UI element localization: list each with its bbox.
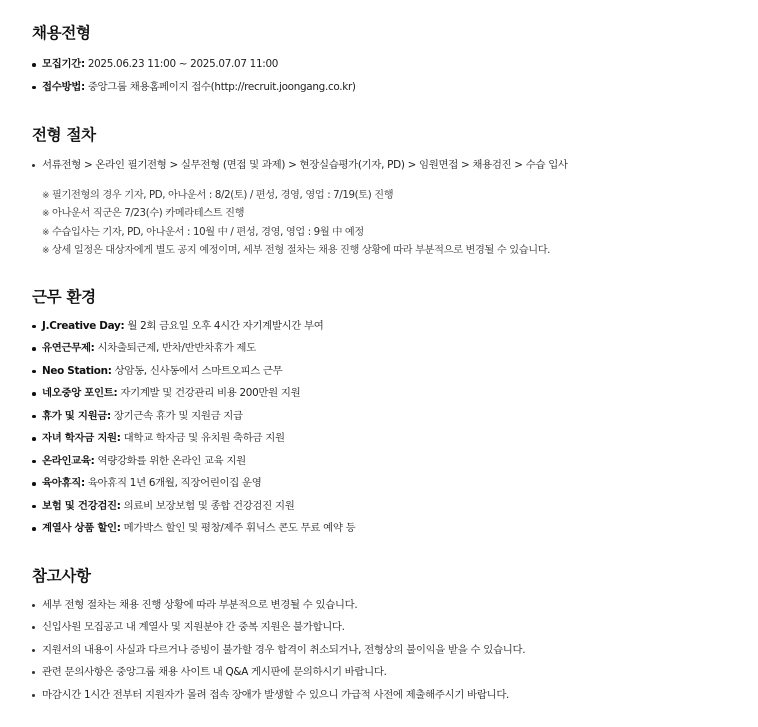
environment-item-value: 대학교 학자금 및 유치원 축하금 지원 <box>120 432 285 444</box>
process-steps-item <box>32 154 758 177</box>
environment-item <box>32 472 758 495</box>
process-steps: 서류전형 > 온라인 필기전형 > 실무전형 (면접 및 과제) > 현장실습평가(기자, PD) > 임원면접 > 채용검진 > 수습 입사 <box>42 159 568 171</box>
environment-item <box>32 450 758 473</box>
bullet-icon <box>32 347 36 351</box>
bullet-icon <box>32 325 36 329</box>
notes-list <box>32 594 758 707</box>
environment-title: 근무 환경 <box>32 287 96 306</box>
notes-item <box>32 684 758 707</box>
environment-item <box>32 382 758 405</box>
environment-item <box>32 315 758 338</box>
environment-item-value: 장기근속 휴가 및 지원금 지급 <box>110 409 243 422</box>
environment-item <box>32 427 758 450</box>
notes-item-text: 마감시간 1시간 전부터 지원자가 몰려 접속 장애가 발생할 수 있으니 가급적 사전에 제출해주시기 바랍니다. <box>42 688 510 701</box>
notes-item <box>32 639 758 662</box>
notes-item-text: 관련 문의사항은 중앙그룹 채용 사이트 내 Q&A 게시판에 문의하시기 바랍니다. <box>42 666 387 678</box>
process-notes <box>32 187 758 261</box>
bullet-icon <box>32 649 35 652</box>
environment-item-value: 시차출퇴근제, 반차/반반차휴가 제도 <box>94 342 256 354</box>
notes-item <box>32 594 758 617</box>
process-note <box>42 242 758 261</box>
process-list <box>32 154 758 177</box>
reference-mark-icon: ※ <box>42 227 50 238</box>
bullet-icon <box>32 604 35 607</box>
bullet-icon <box>32 694 35 697</box>
process-note <box>42 187 758 206</box>
reference-mark-icon: ※ <box>42 209 50 219</box>
bullet-icon <box>32 626 35 629</box>
recruit-method-item <box>32 76 758 99</box>
reference-mark-icon: ※ <box>42 190 50 201</box>
process-note <box>42 205 758 224</box>
bullet-icon <box>32 437 36 441</box>
notes-item-text: 신입사원 모집공고 내 계열사 및 지원분야 간 중복 지원은 불가합니다. <box>42 621 345 633</box>
environment-item <box>32 405 758 428</box>
environment-list <box>32 315 758 540</box>
bullet-icon <box>32 415 36 419</box>
bullet-icon <box>32 505 36 509</box>
notes-item-text: 지원서의 내용이 사실과 다르거나 증빙이 불가할 경우 합격이 취소되거나, 전형상의 불이익을 받을 수 있습니다. <box>42 643 526 656</box>
bullet-icon <box>32 164 35 167</box>
environment-item-label: 온라인교육: <box>42 454 95 467</box>
environment-section <box>32 286 758 540</box>
recruit-list <box>32 53 758 98</box>
notes-item-text: 세부 전형 절차는 채용 진행 상황에 따라 부분적으로 변경될 수 있습니다. <box>42 598 358 611</box>
bullet-icon <box>32 63 36 67</box>
environment-item-label: 육아휴직: <box>42 477 85 489</box>
process-title: 전형 절차 <box>32 126 96 144</box>
environment-item-value: 역량강화를 위한 온라인 교육 지원 <box>94 454 246 467</box>
environment-item-value: 자기계발 및 건강관리 비용 200만원 지원 <box>117 387 301 399</box>
process-section <box>32 124 758 261</box>
bullet-icon <box>32 370 36 374</box>
reference-mark-icon: ※ <box>42 246 50 256</box>
environment-item-value: 메가박스 할인 및 평창/제주 휘닉스 콘도 무료 예약 등 <box>120 522 356 534</box>
environment-item <box>32 360 758 383</box>
bullet-icon <box>32 86 36 90</box>
process-note-text: 아나운서 직군은 7/23(수) 카메라테스트 진행 <box>52 208 245 219</box>
environment-item-value: 육아휴직 1년 6개월, 직장어린이집 운영 <box>84 477 262 489</box>
environment-item-label: 자녀 학자금 지원: <box>42 432 121 444</box>
process-note-text: 상세 일정은 대상자에게 별도 공지 예정이며, 세부 전형 절차는 채용 진행 상황에 따라 부분적으로 변경될 수 있습니다. <box>52 245 551 256</box>
environment-item-label: Neo Station: <box>42 364 112 377</box>
environment-item-value: 월 2회 금요일 오후 4시간 자기계발시간 부여 <box>124 319 324 332</box>
bullet-icon <box>32 671 35 674</box>
notes-item <box>32 661 758 684</box>
process-note-text: 수습입사는 기자, PD, 아나운서 : 10월 中 / 편성, 경영, 영업 : 9월 中 예정 <box>52 226 364 238</box>
recruit-section <box>32 22 758 98</box>
recruit-method-label: 접수방법: <box>42 80 85 93</box>
environment-item <box>32 337 758 360</box>
recruit-period-value: 2025.06.23 11:00 ~ 2025.07.07 11:00 <box>84 58 279 70</box>
notes-item <box>32 616 758 639</box>
environment-item-value: 의료비 보장보험 및 종합 건강검진 지원 <box>120 499 295 512</box>
recruit-period-item <box>32 53 758 76</box>
environment-item-label: 휴가 및 지원금: <box>42 409 111 422</box>
recruit-method-value: 중앙그룹 채용홈페이지 접수(http://recruit.joongang.co.kr) <box>84 80 356 93</box>
environment-item-label: 계열사 상품 할인: <box>42 522 121 534</box>
process-note <box>42 224 758 243</box>
environment-item <box>32 517 758 540</box>
notes-section <box>32 565 758 707</box>
environment-item-label: 보험 및 건강검진: <box>42 499 121 512</box>
environment-item-label: 네오중앙 포인트: <box>42 387 118 399</box>
recruit-title: 채용전형 <box>32 24 91 42</box>
bullet-icon <box>32 460 36 464</box>
environment-item-value: 상암동, 신사동에서 스마트오피스 근무 <box>111 364 283 377</box>
environment-item <box>32 495 758 518</box>
recruit-period-label: 모집기간: <box>42 58 85 70</box>
environment-item-label: J.Creative Day: <box>42 319 125 332</box>
environment-item-label: 유연근무제: <box>42 342 95 354</box>
bullet-icon <box>32 392 36 396</box>
notes-title: 참고사항 <box>32 566 91 585</box>
process-note-text: 필기전형의 경우 기자, PD, 아나운서 : 8/2(토) / 편성, 경영, 영업 : 7/19(토) 진행 <box>52 189 394 201</box>
bullet-icon <box>32 527 36 531</box>
bullet-icon <box>32 482 36 486</box>
